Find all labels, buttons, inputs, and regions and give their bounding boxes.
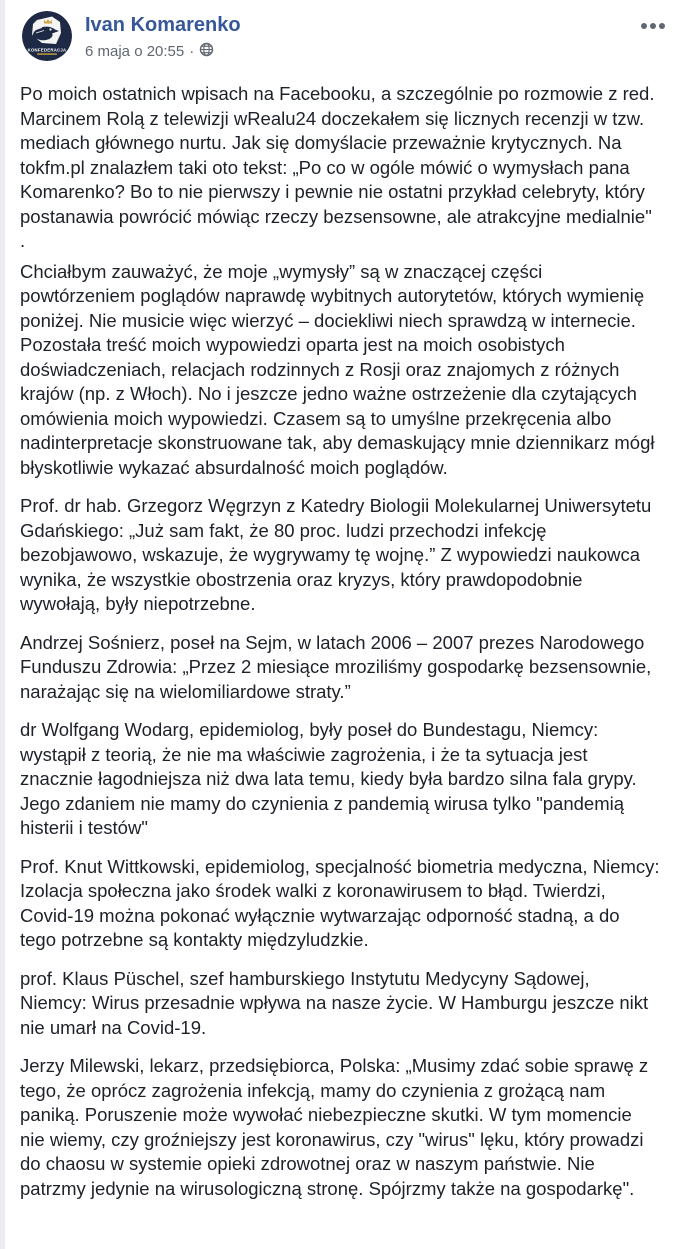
dot-icon [659, 23, 665, 29]
post-paragraph: Chciałbym zauważyć, że moje „wymysły” są w znaczącej części powtórzeniem poglądów naprawdę wybitnych autorytetów, których wymienię poniżej. Nie musicie więc wierzyć – dociekliwi niech sprawdzą w internecie. Pozostała treść moich wypowiedzi oparta jest na moich osobistych doświadczeniach, relacjach rodzinnych z Rosji oraz znajomych z różnych krajów (np. z Włoch). No i jeszcze jedno ważne ostrzeżenie dla czytających omówienia moich wypowiedzi. Czasem są to umyślne przekręcenia albo nadinterpretacje skonstruowane tak, aby demaskujący mnie dziennikarz mógł błyskotliwie wykazać absurdalność moich poglądów. [20, 260, 655, 478]
post-paragraph: dr Wolfgang Wodarg, epidemiolog, były poseł do Bundestagu, Niemcy: wystąpił z teorią, że nie ma właściwie zagrożenia, i że ta sytuacja jest znacznie łagodniejsza niż dwa lata temu, kiedy była bardzo silna fala grypy. Jego zdaniem nie mamy do czynienia z pandemią wirusa tylko "pandemią histerii i testów" [20, 719, 637, 838]
post-body [20, 82, 660, 1201]
post-timestamp[interactable]: 6 maja o 20:55 [85, 42, 185, 60]
author-name-link[interactable]: Ivan Komarenko [85, 14, 241, 36]
post-paragraph: Prof. Knut Wittkowski, epidemiolog, specjalność biometria medyczna, Niemcy: Izolacja społeczna jako środek walki z koronawirusem to błąd. Twierdzi, Covid-19 można pokonać wyłącznie wytwarzając odporność stadną, a do tego potrzebne są kontakty międzyludzkie. [20, 855, 660, 950]
post-options-button[interactable] [637, 18, 665, 34]
avatar[interactable] [22, 11, 72, 61]
privacy-globe-icon [199, 42, 214, 61]
dot-icon [650, 23, 656, 29]
post-paragraph: Po moich ostatnich wpisach na Facebooku, a szczególnie po rozmowie z red. Marcinem Rolą z telewizji wRealu24 doczekałem się licznych recenzji w tzw. mediach głównego nurtu. Jak się domyślacie przeważnie krytycznych. Na tokfm.pl znalazłem taki oto tekst: „Po co w ogóle mówić o wymysłach pana Komarenko? Bo to nie pierwszy i pewnie nie ostatni przykład celebryty, który postanawia powrócić mówiąc rzeczy bezsensowne, ale atrakcyjne medialnie" . [20, 83, 655, 251]
meta-separator: · [189, 42, 195, 60]
post-meta [85, 41, 241, 61]
post-paragraph: Prof. dr hab. Grzegorz Węgrzyn z Katedry Biologii Molekularnej Uniwersytetu Gdańskiego: „Już sam fakt, że 80 proc. ludzi przechodzi infekcję bezobjawowo, wskazuje, że wygrywamy tę wojnę.” Z wypowiedzi naukowca wynika, że wszystkie obostrzenia oraz kryzys, który prawdopodobnie wywołają, były niepotrzebne. [20, 495, 652, 614]
avatar-label: KONFEDERACJA [27, 47, 67, 53]
facebook-post-card [5, 0, 679, 1249]
header-text [85, 11, 241, 61]
post-paragraph: Andrzej Sośnierz, poseł na Sejm, w latach 2006 – 2007 prezes Narodowego Funduszu Zdrowia: „Przez 2 miesiące mroziliśmy gospodarkę bezsensownie, narażając się na wielomiliardowe straty.” [20, 631, 652, 702]
post-paragraph: Jerzy Milewski, lekarz, przedsiębiorca, Polska: „Musimy zdać sobie sprawę z tego, że oprócz zagrożenia infekcją, mamy do czynienia z grożącą nam paniką. Poruszenie może wywołać niebezpieczne skutki. W tym momencie nie wiemy, czy groźniejszy jest koronawirus, czy "wirus" lęku, który prowadzi do chaosu w systemie opieki zdrowotnej oraz w naszym państwie. Nie patrzmy jedynie na wirusologiczną stronę. Spójrzmy także na gospodarkę". [20, 1055, 649, 1199]
post-paragraph: prof. Klaus Püschel, szef hamburskiego Instytutu Medycyny Sądowej, Niemcy: Wirus przesadnie wpływa na nasze życie. W Hamburgu jeszcze nikt nie umarł na Covid-19. [20, 967, 649, 1038]
post-header [20, 11, 660, 61]
dot-icon [641, 23, 647, 29]
konfederacja-logo-icon [22, 11, 72, 61]
